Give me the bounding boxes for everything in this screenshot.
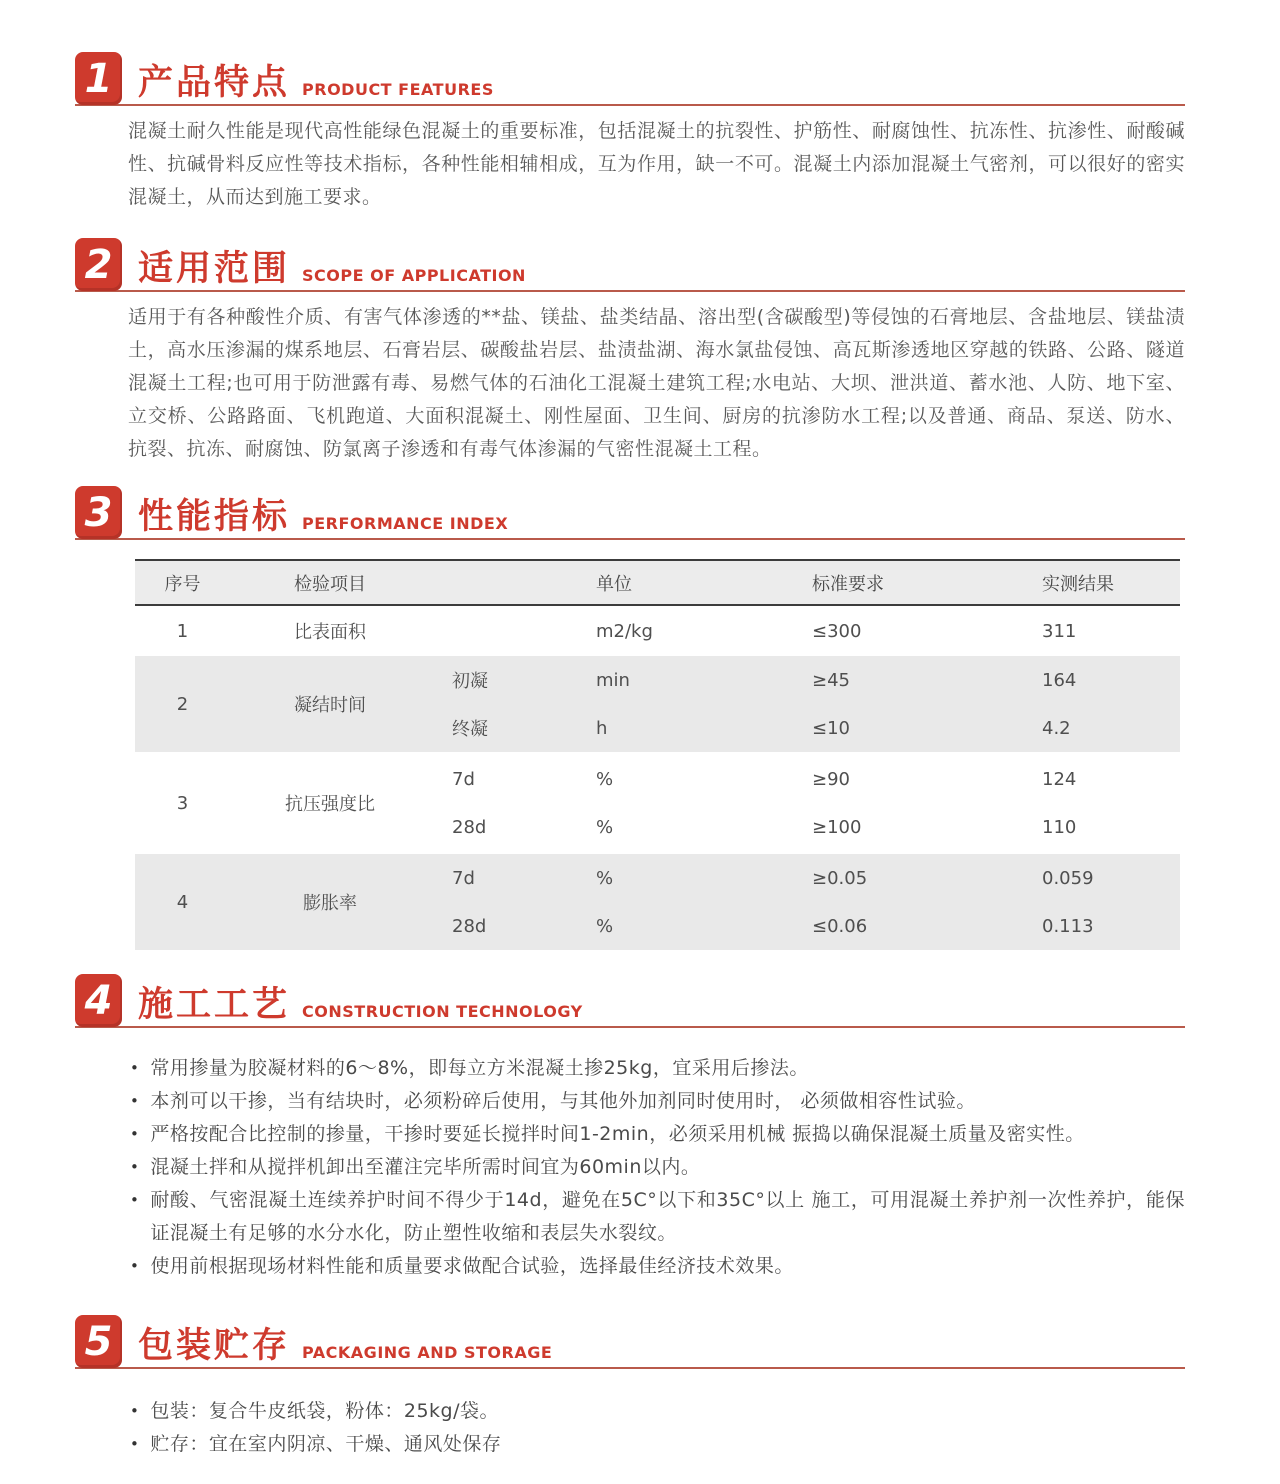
table-row: [135, 755, 1180, 851]
bullet-dot: •: [130, 1257, 140, 1275]
section-header: [75, 974, 1185, 1028]
section-titles: [138, 497, 509, 538]
table-cell-sub: [430, 609, 580, 653]
table-cell-standard: ≥100: [812, 816, 862, 838]
section-titles: [138, 1326, 553, 1367]
table-header-cell: 序号: [164, 573, 201, 595]
bullet-dot: •: [130, 1191, 140, 1209]
table-cell-result: 124: [1042, 768, 1077, 790]
bullet-item: [130, 1085, 1185, 1118]
section-title-zh: 施工工艺: [138, 985, 291, 1025]
bullet-list: [75, 1395, 1185, 1461]
table-cell-unit: m2/kg: [596, 620, 653, 642]
section-packaging-and-storage: [75, 1283, 1185, 1461]
section-performance-index: [75, 466, 1185, 950]
table-cell-unit: %: [596, 867, 614, 889]
section-scope-of-application: [75, 214, 1185, 466]
section-titles: [138, 63, 494, 104]
table-cell-standard: ≤10: [812, 717, 850, 739]
bullet-item: [130, 1118, 1185, 1151]
section-number-badge: [75, 974, 122, 1027]
bullet-list: [75, 1052, 1185, 1283]
section-number: 2: [84, 241, 113, 288]
section-header: [75, 1315, 1185, 1369]
section-title-en: PERFORMANCE INDEX: [302, 514, 509, 533]
table-cell-standard: ≥45: [812, 669, 850, 691]
section-header: [75, 486, 1185, 540]
section-title-en: CONSTRUCTION TECHNOLOGY: [302, 1002, 583, 1021]
table-header-cell: 检验项目: [294, 573, 366, 595]
table-cell-standard: ≥0.05: [812, 867, 868, 889]
table-row: [135, 609, 1180, 653]
bullet-text: 混凝土拌和从搅拌机卸出至灌注完毕所需时间宜为60min以内。: [150, 1156, 701, 1178]
section-number-badge: [75, 486, 122, 539]
section-title-zh: 适用范围: [138, 249, 291, 289]
table-cell-unit: %: [596, 915, 614, 937]
table-header-cell: 实测结果: [1042, 573, 1114, 595]
section-header: [75, 52, 1185, 106]
table-cell-item: 抗压强度比: [285, 794, 375, 815]
table-cell-unit: %: [596, 768, 614, 790]
table-cell-result: 311: [1042, 620, 1077, 642]
section-header: [75, 238, 1185, 292]
bullet-item: [130, 1151, 1185, 1184]
table-cell-item: 比表面积: [294, 622, 366, 643]
section-title-zh: 产品特点: [138, 63, 291, 103]
bullet-item: [130, 1395, 1185, 1428]
table-cell-standard: ≥90: [812, 768, 850, 790]
bullet-text: 严格按配合比控制的掺量，干掺时要延长搅拌时间1-2min，必须采用机械 振捣以确保混凝土质量及密实性。: [150, 1123, 1085, 1145]
table-cell-sub: 7d: [452, 768, 475, 790]
section-title-en: SCOPE OF APPLICATION: [302, 266, 526, 285]
bullet-dot: •: [130, 1158, 140, 1176]
section-title-en: PRODUCT FEATURES: [302, 80, 494, 99]
table-cell-sub: 终凝: [452, 719, 488, 740]
table-cell-no: 4: [176, 891, 189, 913]
section-paragraph: 适用于有各种酸性介质、有害气体渗透的**盐、镁盐、盐类结晶、溶出型(含碳酸型)等侵蚀的石膏地层、含盐地层、镁盐渍土，高水压渗漏的煤系地层、石膏岩层、碳酸盐岩层、盐渍盐湖、海水氯盐侵蚀、高瓦斯渗透地区穿越的铁路、公路、隧道混凝土工程;也可用于防泄露有毒、易燃气体的石油化工混凝土建筑工程;水电站、大坝、泄洪道、蓄水池、人防、地下室、立交桥、公路路面、飞机跑道、大面积混凝土、刚性屋面、卫生间、厨房的抗渗防水工程;以及普通、商品、泵送、防水、抗裂、抗冻、耐腐蚀、防氯离子渗透和有毒气体渗漏的气密性混凝土工程。: [128, 306, 1185, 460]
section-titles: [138, 249, 526, 290]
table-cell-sub: 28d: [452, 816, 487, 838]
section-number-badge: [75, 52, 122, 105]
bullet-text: 常用掺量为胶凝材料的6～8%，即每立方米混凝土掺25kg，宜采用后掺法。: [150, 1057, 809, 1079]
section-number: 1: [84, 55, 113, 102]
section-title-zh: 性能指标: [138, 497, 291, 537]
bullet-text: 本剂可以干掺，当有结块时，必须粉碎后使用，与其他外加剂同时使用时， 必须做相容性试验。: [150, 1090, 976, 1112]
table-cell-result: 164: [1042, 669, 1077, 691]
table-cell-result: 0.113: [1042, 915, 1094, 937]
table-cell-sub: 28d: [452, 915, 487, 937]
bullet-dot: •: [130, 1125, 140, 1143]
table-cell-result: 0.059: [1042, 867, 1094, 889]
table-header-cell: 标准要求: [812, 573, 884, 595]
bullet-item: [130, 1428, 1185, 1461]
section-title-zh: 包装贮存: [138, 1326, 291, 1366]
table-cell-item: 膨胀率: [303, 893, 357, 914]
table-header-cell: 单位: [596, 573, 632, 595]
section-paragraph: 混凝土耐久性能是现代高性能绿色混凝土的重要标准，包括混凝土的抗裂性、护筋性、耐腐蚀性、抗冻性、抗渗性、耐酸碱性、抗碱骨料反应性等技术指标，各种性能相辅相成，互为作用，缺一不可。混凝土内添加混凝土气密剂，可以很好的密实混凝土，从而达到施工要求。: [128, 120, 1185, 208]
section-title-en: PACKAGING AND STORAGE: [302, 1343, 553, 1362]
table-cell-no: 1: [176, 620, 189, 642]
table-cell-unit: h: [596, 717, 608, 739]
bullet-item: [130, 1250, 1185, 1283]
table-cell-sub: 初凝: [452, 671, 488, 692]
table-header-cell: [430, 561, 580, 604]
bullet-dot: •: [130, 1059, 140, 1077]
table-cell-no: 2: [176, 693, 189, 715]
table-row: [135, 656, 1180, 752]
bullet-text: 使用前根据现场材料性能和质量要求做配合试验，选择最佳经济技术效果。: [150, 1255, 794, 1277]
bullet-text: 贮存：宜在室内阴凉、干燥、通风处保存: [150, 1433, 502, 1455]
bullet-dot: •: [130, 1402, 140, 1420]
section-titles: [138, 985, 583, 1026]
table-cell-unit: %: [596, 816, 614, 838]
section-product-features: [75, 0, 1185, 214]
bullet-text: 包装：复合牛皮纸袋，粉体：25kg/袋。: [150, 1400, 500, 1422]
table-cell-item: 凝结时间: [294, 695, 366, 716]
section-number: 3: [84, 489, 113, 536]
section-number-badge: [75, 1315, 122, 1368]
section-number: 5: [84, 1318, 113, 1365]
section-number: 4: [84, 977, 113, 1024]
bullet-item: [130, 1052, 1185, 1085]
table-cell-standard: ≤300: [812, 620, 862, 642]
section-number-badge: [75, 238, 122, 291]
table-row: [135, 854, 1180, 950]
bullet-item: [130, 1184, 1185, 1250]
bullet-text: 耐酸、气密混凝土连续养护时间不得少于14d，避免在5C°以下和35C°以上 施工，可用混凝土养护剂一次性养护，能保证混凝土有足够的水分水化，防止塑性收缩和表层失水裂纹。: [150, 1189, 1185, 1244]
table-cell-no: 3: [176, 792, 189, 814]
table-cell-unit: min: [596, 669, 630, 691]
table-cell-result: 110: [1042, 816, 1077, 838]
bullet-dot: •: [130, 1092, 140, 1110]
performance-table: [135, 559, 1180, 950]
table-cell-sub: 7d: [452, 867, 475, 889]
table-cell-result: 4.2: [1042, 717, 1071, 739]
bullet-dot: •: [130, 1435, 140, 1453]
table-header-row: [135, 559, 1180, 606]
table-cell-standard: ≤0.06: [812, 915, 868, 937]
section-construction-technology: [75, 950, 1185, 1283]
